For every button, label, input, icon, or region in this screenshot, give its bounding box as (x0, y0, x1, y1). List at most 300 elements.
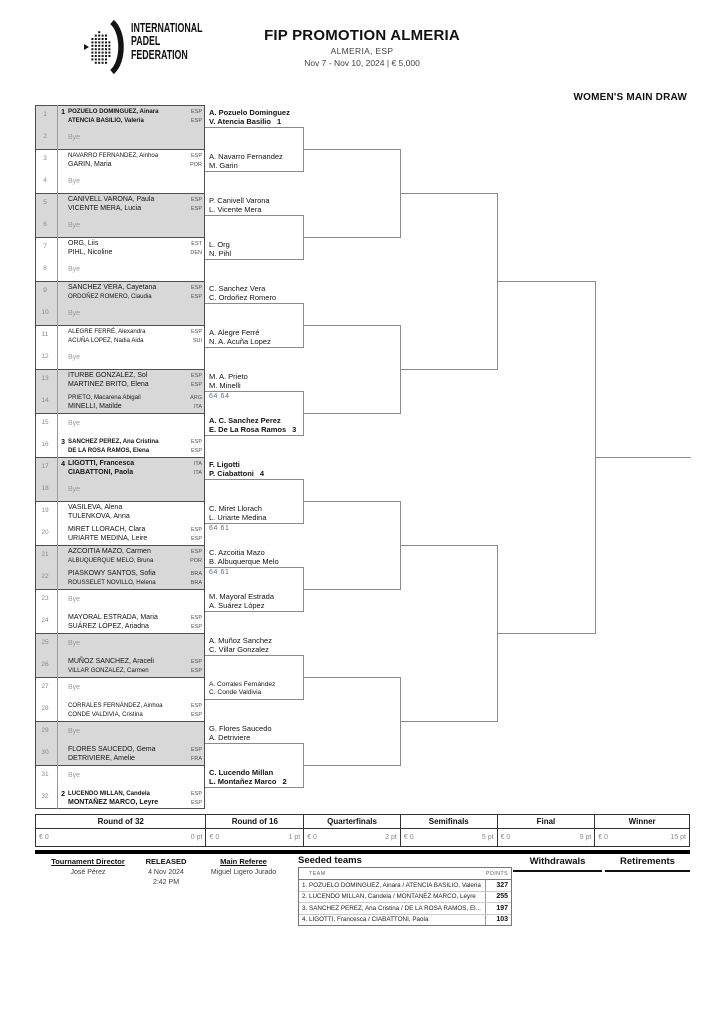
seeded-team-points: 197 (485, 903, 511, 914)
country-code: BRA (190, 570, 202, 577)
bracket-line (205, 391, 303, 392)
withdrawals-label: Withdrawals (513, 856, 602, 872)
seeded-team-name: 1. POZUELO DOMINGUEZ, Ainara / ATENCIA BASILIO, Valeria (302, 881, 481, 889)
bracket-line (595, 457, 691, 458)
seed-number: 2 (61, 790, 65, 798)
org-line-2: PADEL (131, 33, 161, 49)
draw-entry-row (35, 787, 205, 809)
draw-entry-row (35, 611, 205, 633)
entry-number: 31 (41, 771, 49, 778)
entry-number: 1 (43, 111, 47, 118)
draw-entry-row (35, 391, 205, 413)
seed-number: 3 (61, 438, 65, 446)
round16-player: L. Uriarte Medina (209, 512, 267, 522)
country-code: ESP (190, 152, 202, 159)
entry-number: 27 (41, 683, 49, 690)
player-name: FLORES SAUCEDO, Gema (68, 746, 156, 753)
draw-entry-row (35, 171, 205, 193)
round-fee: € 0 (307, 834, 317, 841)
draw-entry-row (35, 567, 205, 589)
draw-entry-row (35, 501, 205, 523)
round16-player: M. Mayoral Estrada (209, 592, 275, 601)
player-name: MUÑOZ SANCHEZ, Araceli (68, 658, 154, 665)
entry-number: 6 (43, 221, 47, 228)
bye-label: Bye (68, 133, 81, 141)
released-date: 4 Nov 2024 (148, 869, 184, 876)
bracket-line (205, 171, 303, 172)
round16-team (209, 549, 302, 566)
bracket-line (205, 655, 303, 656)
country-code: ESP (190, 614, 202, 621)
tournament-dates-prize: Nov 7 - Nov 10, 2024 | € 5,000 (304, 58, 420, 68)
org-line-3: FEDERATION (131, 46, 188, 62)
country-code: ESP (190, 535, 202, 542)
player-name: LUCENDO MILLAN, Candela (68, 790, 150, 797)
player-name: ATENCIA BASILIO, Valeria (68, 117, 144, 124)
entry-number: 11 (41, 331, 49, 338)
org-line-1: INTERNATIONAL (131, 20, 203, 35)
bracket-line (205, 699, 303, 700)
entry-number: 30 (41, 749, 49, 756)
seeded-team-row (299, 914, 511, 926)
player-name: PRIETO, Macarena Abigail (68, 394, 141, 401)
round-fee: € 0 (598, 834, 609, 841)
player-name: LIGOTTI, Francesca (68, 460, 135, 467)
draw-entry-row (35, 765, 205, 787)
bracket-line (205, 259, 303, 260)
player-name: AZCOITIA MAZO, Carmen (68, 548, 151, 555)
bracket-line (303, 501, 400, 502)
player-name: CORRALES FERNÁNDEZ, Ainhoa (68, 702, 163, 709)
player-name: TULENKOVA, Anna (68, 513, 130, 520)
seeded-team-row (299, 891, 511, 903)
round-label: Semifinals (401, 815, 497, 829)
country-code: EST (191, 240, 202, 247)
round16-player: B. Albuquerque Melo (209, 556, 279, 566)
country-code: ESP (190, 293, 202, 300)
round16-player: A. Corrales Fernández (209, 681, 276, 688)
bracket-line (303, 677, 400, 678)
entry-number: 32 (41, 793, 49, 800)
round16-player: C. Conde Valdivia (209, 689, 262, 697)
player-name: VASILEVA, Alena (68, 504, 123, 511)
country-code: ESP (190, 196, 202, 203)
entry-number: 26 (41, 661, 49, 668)
round16-seed: 1 (276, 116, 282, 126)
round-column-round-of-16 (205, 815, 303, 846)
country-code: ESP (190, 526, 202, 533)
draw-entry-row (35, 743, 205, 765)
round16-player: F. Ligotti (209, 460, 240, 469)
entry-number: 21 (41, 551, 49, 558)
country-code: POR (190, 557, 202, 564)
entry-number: 5 (43, 199, 47, 206)
bracket-line (205, 435, 303, 436)
draw-entry-row (35, 369, 205, 391)
bracket-line (303, 765, 400, 766)
round-points: 2 pt (385, 834, 397, 841)
bracket-line (205, 611, 303, 612)
player-name: ORG, Liis (68, 240, 99, 247)
tournament-director-name: José Pérez (70, 869, 106, 876)
round16-player: A. Alegre Ferré (209, 328, 260, 337)
draw-entry-row (35, 215, 205, 237)
round16-team (209, 285, 302, 302)
round-label: Quarterfinals (304, 815, 400, 829)
country-code: ESP (190, 117, 202, 124)
country-code: SUI (192, 337, 202, 344)
round16-player: P. Ciabattoni 4 (209, 468, 265, 478)
round16-player: M. Garin (209, 160, 238, 170)
bracket-line (497, 281, 595, 282)
round16-team (209, 593, 302, 610)
player-name: GARIN, Maria (68, 161, 112, 168)
round16-player: A. C. Sanchez Perez (209, 416, 281, 425)
country-code: POR (190, 161, 202, 168)
rounds-points-bar (35, 814, 690, 847)
player-name: MINELLI, Matilde (68, 403, 122, 410)
round-points: 15 pt (670, 834, 686, 841)
round16-team (209, 681, 302, 697)
draw-entry-row (35, 259, 205, 281)
country-code: ESP (190, 658, 202, 665)
seeded-team-row (299, 880, 511, 891)
released-time: 2:42 PM (152, 879, 180, 886)
round16-team (209, 417, 302, 434)
bracket-line (205, 743, 303, 744)
draw-entry-row (35, 523, 205, 545)
round16-player: M. A. Prieto (209, 372, 248, 381)
player-name: MARTINEZ BRITO, Elena (68, 381, 149, 388)
round16-team (209, 373, 302, 390)
entry-number: 20 (41, 529, 49, 536)
tournament-title: FIP PROMOTION ALMERIA (264, 27, 460, 44)
match-score: 64 61 (209, 525, 230, 532)
bracket-line (303, 589, 400, 590)
round-points: 9 pt (579, 834, 592, 841)
round16-player: N. Pihl (209, 248, 232, 258)
round16-seed: 3 (292, 424, 297, 434)
player-name: URIARTE MEDINA, Leire (68, 535, 148, 542)
player-name: MAYORAL ESTRADA, Maria (68, 614, 158, 621)
seeded-teams-header (299, 868, 511, 880)
round16-player: A. Navarro Fernandez (209, 152, 283, 161)
player-name: VICENTE MERA, Lucia (68, 205, 142, 212)
round16-team (209, 241, 302, 258)
bracket-line (205, 127, 303, 128)
round16-player: A. Suárez López (209, 600, 265, 610)
round16-player: M. Minelli (209, 380, 241, 390)
bye-label: Bye (68, 177, 81, 185)
round-fee: € 0 (500, 834, 511, 841)
country-code: ESP (190, 702, 202, 709)
country-code: ESP (190, 548, 202, 555)
round16-player: A. Detriviere (209, 732, 251, 742)
bye-label: Bye (68, 221, 81, 229)
draw-entry-row (35, 677, 205, 699)
round16-team (209, 109, 302, 126)
player-name: PIHL, Nicoline (68, 249, 113, 256)
draw-entry-row (35, 457, 205, 479)
country-code: ESP (190, 790, 202, 797)
seeded-col-team: TEAM (309, 870, 326, 877)
draw-entry-row (35, 193, 205, 215)
entry-number: 18 (41, 485, 49, 492)
player-name: POZUELO DOMINGUEZ, Ainara (68, 108, 159, 115)
main-referee-name: Miguel Ligero Jurado (210, 869, 277, 876)
player-name: DETRIVIERE, Amelie (68, 755, 135, 762)
round-label: Winner (595, 815, 689, 829)
seeded-teams-label: Seeded teams (298, 855, 362, 866)
country-code: ESP (190, 381, 202, 388)
country-code: BRA (190, 579, 202, 586)
bracket-line (497, 633, 595, 634)
entry-number: 7 (43, 243, 47, 250)
draw-entry-row (35, 105, 205, 127)
country-code: FRA (191, 755, 202, 762)
round-label: Round of 32 (36, 815, 205, 829)
country-code: ESP (190, 372, 202, 379)
round-points: 1 pt (288, 834, 301, 841)
entry-number: 12 (41, 353, 49, 360)
round-column-round-of-32 (36, 815, 205, 846)
released-label: RELEASED (145, 857, 187, 866)
country-code: ESP (190, 284, 202, 291)
bracket-line (205, 567, 303, 568)
entry-number: 23 (41, 595, 49, 602)
bye-label: Bye (68, 595, 81, 603)
round16-seed: 2 (282, 776, 287, 786)
seeded-col-points: POINTS (485, 870, 508, 877)
round-label: Round of 16 (206, 815, 303, 829)
round16-player: A. Pozuelo Dominguez (209, 108, 290, 117)
entry-number: 19 (41, 507, 49, 514)
player-name: NAVARRO FERNANDEZ, Ainhoa (68, 152, 159, 159)
player-name: ACUÑA LOPEZ, Nadia Aida (68, 337, 144, 344)
seed-number: 1 (61, 108, 65, 116)
country-code: ESP (190, 438, 202, 445)
tournament-location: ALMERIA, ESP (330, 46, 394, 56)
player-name: MIRET LLORACH, Clara (68, 526, 146, 533)
country-code: ESP (190, 623, 202, 630)
round16-player: C. Azcoitia Mazo (209, 548, 265, 557)
bracket-line (205, 347, 303, 348)
player-name: SUÁREZ LÓPEZ, Ariadna (68, 623, 149, 630)
draw-entry-row (35, 435, 205, 457)
round16-player: P. Canivell Varona (209, 196, 270, 205)
seeded-team-points: 255 (485, 892, 511, 903)
draw-entry-row (35, 325, 205, 347)
seeded-team-row (299, 902, 511, 914)
main-referee-label: Main Referee (220, 857, 267, 866)
country-code: ITA (193, 469, 202, 476)
round16-team (209, 725, 302, 742)
round16-team (209, 505, 302, 522)
draw-entry-row (35, 127, 205, 149)
seeded-teams-table (298, 867, 512, 926)
country-code: ITA (193, 460, 202, 467)
bracket-line (205, 215, 303, 216)
bye-label: Bye (68, 265, 81, 273)
retirements-label: Retirements (605, 856, 690, 872)
round-column-winner (594, 815, 689, 846)
bracket-line (205, 523, 303, 524)
draw-entry-row (35, 303, 205, 325)
bracket-line (303, 413, 400, 414)
bracket-line (400, 193, 497, 194)
player-name: SANCHEZ VERA, Cayetana (68, 284, 157, 291)
entry-number: 9 (43, 287, 47, 294)
player-name: MONTAÑEZ MARCO, Leyre (68, 799, 159, 806)
round16-team (209, 329, 302, 346)
bracket-line (303, 149, 400, 150)
country-code: DEN (190, 249, 202, 256)
round16-team (209, 153, 302, 170)
bracket-line (205, 479, 303, 480)
bracket-line (303, 325, 400, 326)
draw-entry-row (35, 721, 205, 743)
entry-number: 4 (43, 177, 47, 184)
round16-team (209, 197, 302, 214)
bracket-line (205, 787, 303, 788)
bracket-line (400, 545, 497, 546)
player-name: ROUSSELET NOVILLO, Helena (68, 579, 156, 586)
seed-number: 4 (61, 460, 65, 468)
draw-entry-row (35, 149, 205, 171)
round16-player: E. De La Rosa Ramos 3 (209, 424, 297, 434)
entry-number: 10 (41, 309, 49, 316)
round-column-semifinals (400, 815, 497, 846)
entry-number: 17 (41, 463, 49, 470)
round-fee: € 0 (39, 834, 49, 841)
round-points: 5 pt (481, 834, 494, 841)
player-name: DE LA ROSA RAMOS, Elena (68, 447, 150, 454)
section-divider (35, 850, 690, 854)
round16-team (209, 637, 302, 654)
player-name: ALBUQUERQUE MELO, Bruna (68, 557, 154, 564)
draw-entry-row (35, 347, 205, 369)
player-name: ALEGRE FERRÉ, Alexandra (68, 328, 146, 335)
round16-player: L. Montañez Marco 2 (209, 776, 287, 786)
bye-label: Bye (68, 419, 81, 427)
draw-entry-row (35, 479, 205, 501)
round16-team (209, 461, 302, 478)
player-name: ITURBE GONZALEZ, Sol (68, 372, 148, 379)
draw-entry-row (35, 589, 205, 611)
draw-entry-row (35, 633, 205, 655)
round-column-final (497, 815, 595, 846)
round16-player: C. Sanchez Vera (209, 284, 266, 293)
round-fee: € 0 (403, 834, 414, 841)
entry-number: 28 (41, 705, 49, 712)
player-name: CONDE VALDIVIA, Cristina (68, 711, 143, 718)
player-name: ORDOÑEZ ROMERO, Claudia (68, 293, 152, 300)
entry-number: 14 (41, 397, 49, 404)
round-fee: € 0 (209, 834, 220, 841)
match-score: 64 61 (209, 569, 230, 576)
player-name: VILLAR GONZALEZ, Carmen (68, 667, 149, 674)
round16-player: G. Flores Saucedo (209, 724, 272, 733)
entry-number: 2 (43, 133, 47, 140)
country-code: ESP (190, 746, 202, 753)
round-points: 0 pt (190, 834, 203, 841)
country-code: ESP (190, 711, 202, 718)
round16-seed: 4 (259, 468, 265, 478)
country-code: ITA (193, 403, 202, 410)
player-name: SANCHEZ PEREZ, Ana Cristina (68, 438, 159, 445)
bracket-line (400, 721, 497, 722)
round16-player: V. Atencia Basilio 1 (209, 116, 282, 126)
country-code: ESP (190, 108, 202, 115)
match-score: 64 64 (209, 393, 230, 400)
draw-entry-row (35, 237, 205, 259)
entry-number: 24 (41, 617, 49, 624)
player-name: PIASKOWY SANTOS, Sofia (68, 570, 156, 577)
round16-player: C. Ordoñez Romero (209, 292, 277, 302)
country-code: ARG (190, 394, 202, 401)
entry-number: 13 (41, 375, 49, 382)
bye-label: Bye (68, 639, 81, 647)
bye-label: Bye (68, 353, 81, 361)
bracket-line (400, 369, 497, 370)
round16-player: C. Miret Llorach (209, 504, 262, 513)
entry-number: 3 (43, 155, 47, 162)
entry-number: 22 (41, 573, 49, 580)
round16-player: A. Muñoz Sanchez (209, 636, 272, 645)
bye-label: Bye (68, 309, 81, 317)
tournament-director-label: Tournament Director (51, 857, 125, 866)
bye-label: Bye (68, 683, 81, 691)
entry-number: 15 (41, 419, 49, 426)
entry-number: 29 (41, 727, 49, 734)
draw-entry-row (35, 413, 205, 435)
bye-label: Bye (68, 485, 81, 493)
seeded-team-name: 3. SANCHEZ PEREZ, Ana Cristina / DE LA ROSA RAMOS, El... (302, 904, 481, 912)
seeded-team-points: 327 (485, 880, 511, 891)
entry-number: 8 (43, 265, 47, 272)
bye-label: Bye (68, 727, 81, 735)
country-code: ESP (190, 799, 202, 806)
draw-entry-row (35, 545, 205, 567)
country-code: ESP (190, 328, 202, 335)
round-label: Final (498, 815, 595, 829)
player-name: CANIVELL VARONA, Paula (68, 196, 155, 203)
round16-player: L. Org (209, 240, 230, 249)
seeded-team-name: 4. LIGOTTI, Francesca / CIABATTONI, Paola (302, 916, 429, 924)
entry-number: 25 (41, 639, 49, 646)
round16-player: N. A. Acuña Lopez (209, 336, 271, 346)
round16-player: L. Vicente Mera (209, 204, 262, 214)
bracket-line (205, 303, 303, 304)
seeded-team-points: 103 (485, 915, 511, 926)
draw-entry-row (35, 281, 205, 303)
draw-title: WOMEN'S MAIN DRAW (573, 92, 687, 103)
round-column-quarterfinals (303, 815, 400, 846)
draw-entry-row (35, 699, 205, 721)
country-code: ESP (190, 205, 202, 212)
entry-number: 16 (41, 441, 49, 448)
bye-label: Bye (68, 771, 81, 779)
player-name: CIABATTONI, Paola (68, 469, 134, 476)
round16-player: C. Lucendo Millan (209, 768, 274, 777)
country-code: ESP (190, 667, 202, 674)
round16-player: C. Villar Gonzalez (209, 644, 269, 654)
country-code: ESP (190, 447, 202, 454)
bracket-line (303, 237, 400, 238)
seeded-team-name: 2. LUCENDO MILLAN, Candela / MONTAÑEZ MARCO, Leyre (302, 893, 476, 901)
draw-entry-row (35, 655, 205, 677)
round16-team (209, 769, 302, 786)
